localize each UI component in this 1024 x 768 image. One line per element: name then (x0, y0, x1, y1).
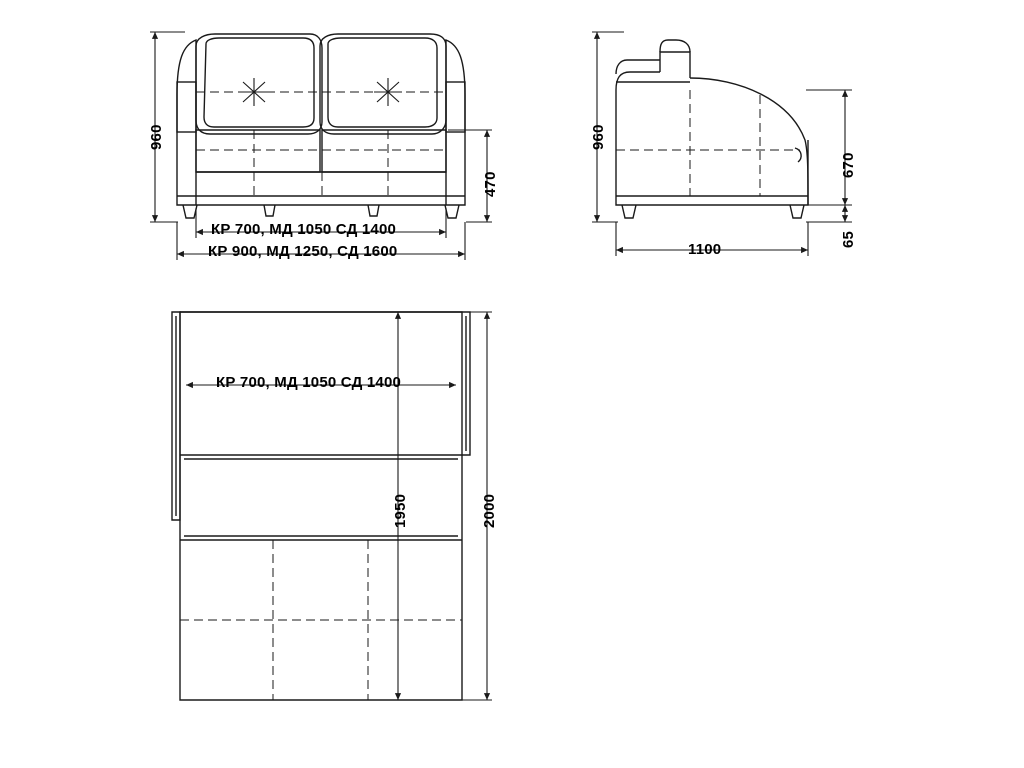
side-view-geometry (616, 40, 808, 218)
side-view-leg-height-label: 65 (840, 230, 857, 248)
top-view-width-label: КР 700, МД 1050 СД 1400 (216, 374, 402, 391)
top-view-inner-length-label: 1950 (392, 493, 409, 528)
front-view-seat-height-label: 470 (482, 171, 499, 197)
front-view-height-label: 960 (148, 124, 165, 150)
side-view-depth-label: 1100 (688, 241, 722, 258)
side-view-height-label: 960 (590, 124, 607, 150)
side-view-dashed-lines (616, 90, 800, 196)
front-view-geometry (177, 34, 465, 218)
side-view-dimension-lines (592, 32, 852, 256)
front-view-outer-width-label: КР 900, МД 1250, СД 1600 (208, 243, 398, 260)
front-view-dashed-lines (196, 92, 446, 196)
top-view-dashed-lines (180, 540, 462, 700)
top-view-geometry (172, 312, 470, 700)
side-view-body-height-label: 670 (840, 152, 857, 178)
top-view-dimension-lines (186, 312, 492, 700)
top-view-outer-length-label: 2000 (481, 493, 498, 528)
front-view-inner-width-label: КР 700, МД 1050 СД 1400 (211, 221, 397, 238)
